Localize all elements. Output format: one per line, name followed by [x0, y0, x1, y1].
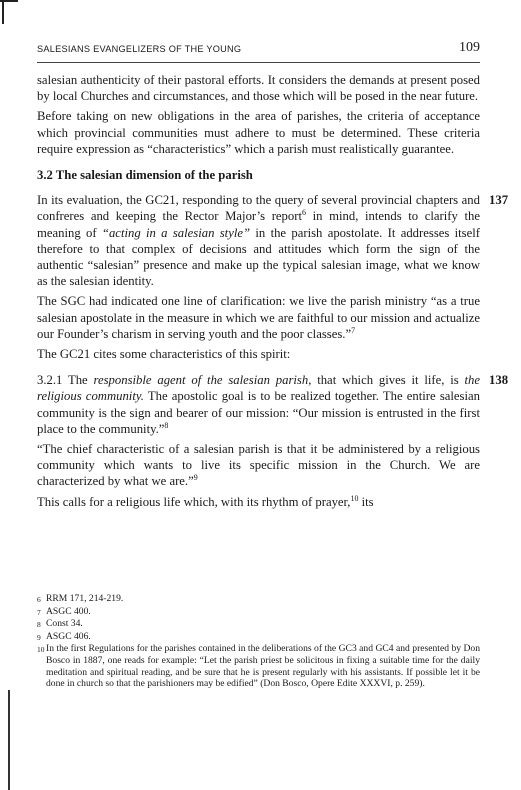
- scan-edge-mark: [8, 690, 10, 790]
- footnote-ref: 9: [193, 473, 198, 483]
- footnote: 6 RRM 171, 214-219.: [37, 593, 124, 604]
- page-number: 109: [459, 40, 480, 55]
- paragraph: 138 3.2.1 The responsible agent of the salesian parish, that which gives it life, is the religious community. The apostolic goal is to be realized together. The entire salesian community is the sign and bearer of our mission: “Our mission is entrusted in the first place to the community.”$^8$: [37, 373, 509, 436]
- footnote-ref: 6: [302, 208, 306, 218]
- footnote: 10 In the first Regulations for the parishes contained in the deliberations of the GC3 and GC4 and presented by Don Bosco in 1887, one reads for example: “Let the parish priest be solicitous in fixing a suitable time for the daily meditation and spiritual reading, and be sure that he is present regularly with his assistants. If possible let it be done in church so that the parishioners may be edified” (Don Bosco, Opere Edite XXXVI, p. 259).: [37, 643, 480, 690]
- running-head: SALESIANS EVANGELIZERS OF THE YOUNG: [37, 44, 242, 54]
- paragraph: 137 In its evaluation, the GC21, responding to the query of several provincial chapters and confreres and keeping the Rector Major’s report$^6$ in mind, intends to clarify the meaning of “acting in a salesian style” in the parish apostolate. It addresses itself therefore to that complex of decisions and attitudes which form the sign of the authentic “salesian” presence and make up the typical salesian image, what we know as the salesian identity.: [37, 193, 509, 289]
- paragraph: salesian authenticity of their pastoral efforts. It considers the demands at present posed by local Churches and circumstances, and those which will be posed in the near future.: [37, 73, 480, 104]
- margin-number: 138: [489, 373, 509, 388]
- footnote-ref: 8: [164, 420, 169, 430]
- margin-number: 137: [489, 193, 509, 208]
- paragraph: This calls for a religious life which, with its rhythm of prayer,$^{10}$ its: [37, 493, 374, 509]
- footnotes: [37, 593, 480, 690]
- footnote-ref: 10: [350, 493, 359, 503]
- paragraph: Before taking on new obligations in the area of parishes, the criteria of acceptance which provincial communities must adhere to must be determined. These criteria require expression as “characteristics” which a parish must realistically guarantee.: [37, 109, 480, 156]
- paragraph: The SGC had indicated one line of clarification: we live the parish ministry “as a true salesian apostolate in the measure in which we are faithful to our mission and actualize our Founder’s charism in serving youth and the poor classes.”$^7$: [37, 294, 480, 341]
- footnote: 7 ASGC 400.: [37, 605, 91, 617]
- footnote: 8 Const 34.: [37, 618, 83, 630]
- paragraph: The GC21 cites some characteristics of this spirit:: [37, 347, 291, 362]
- footnote: 9 ASGC 406.: [37, 630, 91, 642]
- scan-edge-mark: [2, 0, 4, 24]
- section-heading: 3.2 The salesian dimension of the parish: [37, 168, 253, 183]
- paragraph: “The chief characteristic of a salesian parish is that it be administered by a religious community which wants to live its specific mission in the Church. We are characterized by what we are.”$^9$: [37, 442, 480, 489]
- footnote-ref: 7: [351, 325, 356, 335]
- page-header: [37, 42, 480, 63]
- body-text: [37, 72, 509, 514]
